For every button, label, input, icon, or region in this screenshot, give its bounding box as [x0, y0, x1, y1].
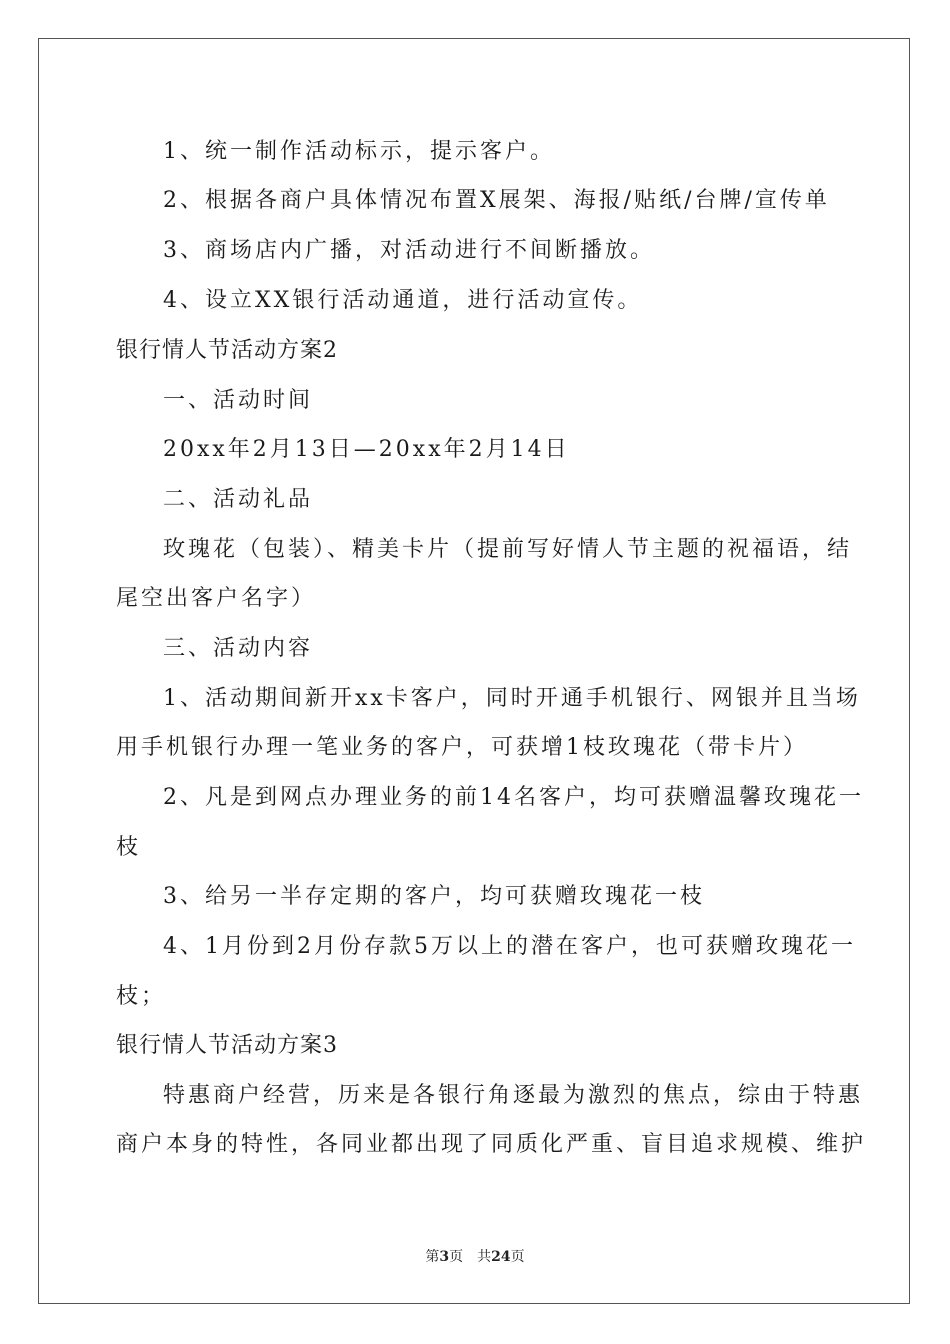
total-prefix: 共: [477, 1249, 492, 1265]
page-prefix: 第: [425, 1249, 440, 1265]
paragraph-line: 1、活动期间新开xx卡客户，同时开通手机银行、网银并且当场: [163, 686, 861, 711]
paragraph-line: 枝: [116, 835, 142, 860]
paragraph-line: 3、给另一半存定期的客户，均可获赠玫瑰花一枝: [163, 884, 705, 909]
page-suffix: 页: [449, 1249, 464, 1265]
total-pages: 24: [491, 1249, 511, 1265]
paragraph-line: 尾空出客户名字）: [116, 586, 317, 611]
list-item: 4、设立XX银行活动通道，进行活动宣传。: [163, 288, 643, 313]
paragraph-line: 用手机银行办理一笔业务的客户，可获增1枝玫瑰花（带卡片）: [116, 735, 808, 760]
paragraph-line: 特惠商户经营，历来是各银行角逐最为激烈的焦点，综由于特惠: [163, 1083, 864, 1108]
subheading: 一、活动时间: [163, 388, 314, 413]
page-number: 3: [439, 1249, 450, 1265]
paragraph-line: 玫瑰花（包装）、精美卡片（提前写好情人节主题的祝福语，结: [163, 537, 853, 562]
page-footer: [0, 1247, 950, 1267]
section-heading: 银行情人节活动方案3: [116, 1033, 338, 1058]
section-heading: 银行情人节活动方案2: [116, 338, 338, 363]
subheading: 三、活动内容: [163, 636, 314, 661]
list-item: 3、商场店内广播，对活动进行不间断播放。: [163, 238, 655, 263]
total-suffix: 页: [510, 1249, 525, 1265]
paragraph-line: 枝；: [116, 984, 167, 1009]
page-border: [38, 38, 910, 1304]
list-item: 2、根据各商户具体情况布置X展架、海报/贴纸/台牌/宣传单: [163, 188, 830, 213]
paragraph-line: 2、凡是到网点办理业务的前14名客户，均可获赠温馨玫瑰花一: [163, 785, 864, 810]
paragraph-line: 商户本身的特性，各同业都出现了同质化严重、盲目追求规模、维护: [116, 1132, 867, 1157]
subheading: 二、活动礼品: [163, 487, 314, 512]
paragraph-line: 4、1月份到2月份存款5万以上的潜在客户，也可获赠玫瑰花一: [163, 934, 856, 959]
paragraph-line: 20xx年2月13日—20xx年2月14日: [163, 437, 570, 462]
list-item: 1、统一制作活动标示，提示客户。: [163, 139, 555, 164]
